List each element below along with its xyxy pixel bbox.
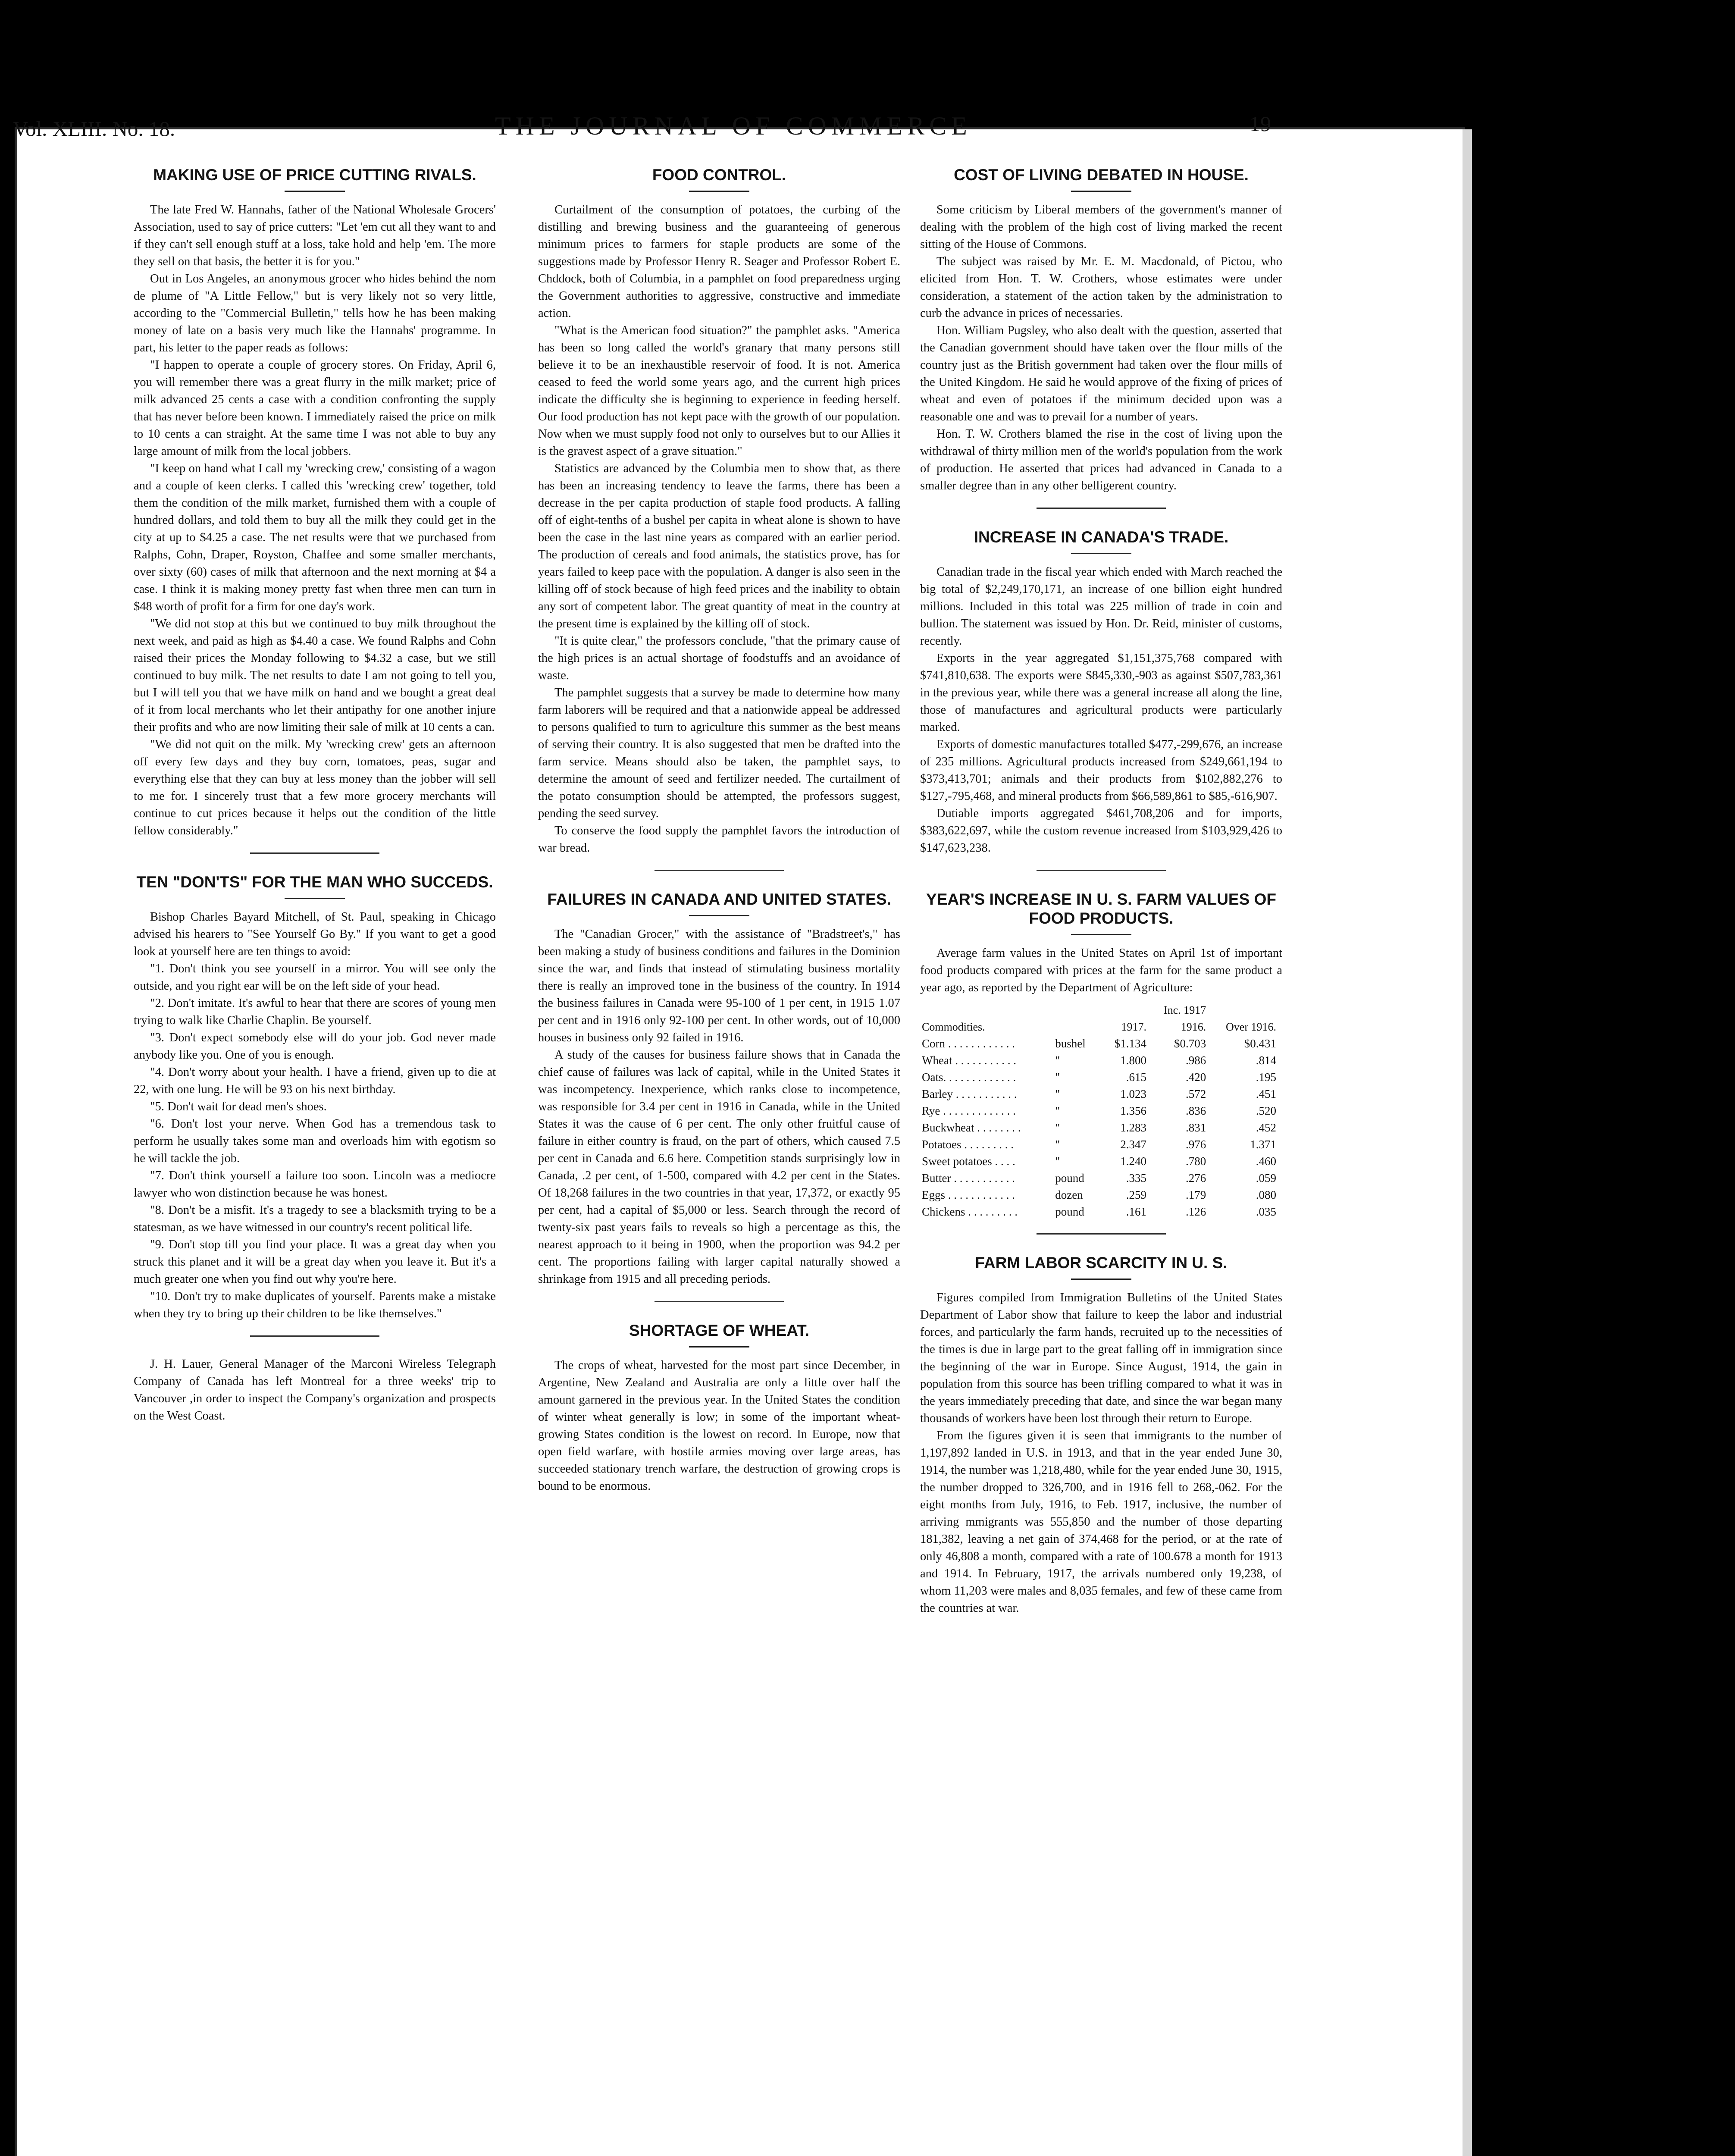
paragraph: Exports in the year aggregated $1,151,375,768 compared with $741,810,638. The exports were $845,330,-903 as against $507,783,361 in the previous year, while there was a general increase all along the line, those of manufactures and agricultural products were particularly marked. [920, 652, 1282, 734]
farm-values-table [920, 1002, 1278, 1220]
commodity-cell: Butter . . . . . . . . . . . [922, 1172, 1015, 1185]
value-1917-cell: .259 [1126, 1188, 1146, 1201]
article-separator [1037, 870, 1166, 871]
article-separator [655, 870, 784, 871]
value-1916-cell: .420 [1185, 1071, 1206, 1084]
paragraph: Out in Los Angeles, an anonymous grocer who hides behind the nom de plume of "A Little Fellow," but is very likely not so very little, according to the "Commercial Bulletin," tells how he has been making money of late on a basis very much like the Hannahs' programme. In part, his letter to the paper reads as follows: [134, 272, 496, 354]
article-price-cutting [134, 166, 496, 840]
value-1917-cell: 2.347 [1120, 1138, 1146, 1151]
title-rule [285, 898, 345, 899]
table-row [920, 1136, 1278, 1153]
col-header: Over 1916. [1226, 1021, 1276, 1033]
value-1917-cell: .615 [1126, 1071, 1146, 1084]
commodity-cell: Oats. . . . . . . . . . . . . [922, 1071, 1016, 1084]
title-rule [689, 915, 749, 916]
commodity-cell: Barley . . . . . . . . . . . [922, 1087, 1017, 1100]
title-rule [1071, 553, 1131, 554]
increase-cell: .080 [1256, 1188, 1276, 1201]
unit-cell: " [1055, 1121, 1060, 1134]
masthead: THE JOURNAL OF COMMERCE [495, 112, 972, 140]
paragraph: "6. Don't lost your nerve. When God has a tremendous task to perform he usually takes some man and overloads him with egotism so he will tackle the job. [134, 1117, 496, 1165]
article-food-control [538, 166, 900, 857]
article-wheat [538, 1321, 900, 1495]
paragraph: The "Canadian Grocer," with the assistance of "Bradstreet's," has been making a study of business conditions and failures in the Dominion since the war, and finds that instead of stimulating business mortality there is really an improved tone in the business of the country. In 1914 the business failures in Canada were 95-100 of 1 per cent, in 1915 1.07 per cent and in 1916 only 92-100 per cent. In other words, out of 10,000 houses in business only 92 failed in 1916. [538, 928, 900, 1044]
lauer-note: J. H. Lauer, General Manager of the Marconi Wireless Telegraph Company of Canada has left Montreal for a three weeks' trip to Vancouver ,in order to inspect the Company's organization and prospects on the West Coast. [134, 1357, 496, 1423]
value-1917-cell: .335 [1126, 1172, 1146, 1185]
unit-cell: pound [1055, 1205, 1084, 1218]
value-1916-cell: .986 [1185, 1054, 1206, 1067]
paragraph: "9. Don't stop till you find your place. It was a great day when you struck this planet and it will be a great day when you leave it. But it's a much greater one when you find out why you're here. [134, 1238, 496, 1286]
page-number: 19 [1250, 112, 1271, 136]
paragraph: "I keep on hand what I call my 'wrecking crew,' consisting of a wagon and a couple of keen clerks. I called this 'wrecking crew' together, told them the condition of the milk market, furnished them with a couple of hundred dollars, and told them to buy all the milk they could get in the city at up to $4.25 a case. The net results were that we purchased from Ralphs, Cohn, Draper, Royston, Chaffee and some smaller merchants, over sixty (60) cases of milk that afternoon and the next morning at $4 a case. I think it is making money pretty fast when three men can turn in $48 worth of profit for a firm for one day's work. [134, 462, 496, 613]
value-1916-cell: .836 [1185, 1104, 1206, 1117]
article-title: YEAR'S INCREASE IN U. S. FARM VALUES OF FOOD PRODUCTS. [926, 890, 1276, 927]
title-rule [1071, 934, 1131, 935]
commodity-cell: Buckwheat . . . . . . . . [922, 1121, 1021, 1134]
value-1916-cell: .976 [1185, 1138, 1206, 1151]
paragraph: Dutiable imports aggregated $461,708,206 and for imports, $383,622,697, while the custom revenue increased from $103,929,426 to $147,623,238. [920, 807, 1282, 855]
table-row [920, 1187, 1278, 1203]
commodity-cell: Rye . . . . . . . . . . . . . [922, 1104, 1016, 1117]
table-row [920, 1203, 1278, 1220]
article-title: COST OF LIVING DEBATED IN HOUSE. [954, 166, 1249, 184]
table-row [920, 1035, 1278, 1052]
commodity-cell: Eggs . . . . . . . . . . . . [922, 1188, 1015, 1201]
paragraph: Canadian trade in the fiscal year which ended with March reached the big total of $2,249,170,171, an increase of one billion eight hundred millions. Included in this total was 225 million of trade in coin and bullion. The statement was issued by Hon. Dr. Reid, minister of customs, recently. [920, 565, 1282, 648]
paragraph: Bishop Charles Bayard Mitchell, of St. Paul, speaking in Chicago advised his hearers to "See Yourself Go By." If you want to get a good look at yourself here are ten things to avoid: [134, 910, 496, 958]
article-title: MAKING USE OF PRICE CUTTING RIVALS. [153, 166, 476, 184]
paragraph: The pamphlet suggests that a survey be made to determine how many farm laborers will be required and that a nationwide appeal be addressed to persons qualified to turn to agriculture this summer as the best means of serving their country. It is also suggested that men be drafted into the farm service. Means should also be taken, the pamphlet says, to determine the amount of seed and fertilizer needed. The curtailment of the potato consumption should be attempted, the professors suggest, pending the seed survey. [538, 686, 900, 820]
increase-cell: .059 [1256, 1172, 1276, 1185]
paragraph: "2. Don't imitate. It's awful to hear that there are scores of young men trying to walk like Charlie Chaplin. Be yourself. [134, 997, 496, 1027]
article-failures [538, 890, 900, 1288]
article-title: TEN "DON'TS" FOR THE MAN WHO SUCCEDS. [136, 873, 493, 891]
table-row [920, 1119, 1278, 1136]
increase-cell: .460 [1256, 1155, 1276, 1168]
article-separator [1037, 1233, 1166, 1235]
title-rule [689, 1346, 749, 1348]
article-title: SHORTAGE OF WHEAT. [629, 1322, 809, 1339]
page-edge [1463, 129, 1472, 2156]
paragraph: "What is the American food situation?" the pamphlet asks. "America has been so long called the world's granary that many persons still believe it to be an inexhaustible reservoir of food. It is not. America ceased to feed the world some years ago, and the current high prices indicate the difficulty she is beginning to experience in feeding herself. Our food production has not kept pace with the growth of our population. Now when we must supply food not only to ourselves but to our Allies it is the gravest aspect of a grave situation." [538, 324, 900, 458]
unit-cell: dozen [1055, 1188, 1083, 1201]
article-separator [655, 1301, 784, 1302]
col-header: 1917. [1121, 1021, 1146, 1033]
unit-cell: " [1055, 1087, 1060, 1100]
paragraph: "It is quite clear," the professors conclude, "that the primary cause of the high prices is an actual shortage of foodstuffs and an avoidance of waste. [538, 634, 900, 682]
col-header: Commodities. [922, 1021, 985, 1033]
increase-cell: .814 [1256, 1054, 1276, 1067]
article-title: INCREASE IN CANADA'S TRADE. [974, 528, 1229, 546]
paragraph: Figures compiled from Immigration Bulletins of the United States Department of Labor show that failure to keep the labor and industrial forces, and particularly the farm hands, recruited up to the necessities of the times is due in large part to the great falling off in immigration since the beginning of the war in Europe. Since August, 1914, the gain in population from this source has been trifling compared to what it was in the years immediately preceding that date, and since the war began many thousands of workers have been lost through their return to Europe. [920, 1291, 1282, 1425]
paragraph: "We did not stop at this but we continued to buy milk throughout the next week, and paid as high as $4.40 a case. We found Ralphs and Cohn raised their prices the Monday following to $4.32 a case, but we still continued to buy milk. The net results to date I am not going to tell you, but I will tell you that we have milk on hand and we bought a great deal of it from local merchants who let their antipathy for one another injure their profits and who are now limiting their sale of milk at 10 cents a can. [134, 617, 496, 734]
paragraph: "3. Don't expect somebody else will do your job. God never made anybody like you. One of you is enough. [134, 1031, 496, 1062]
paragraph: Statistics are advanced by the Columbia men to show that, as there has been an increasing tendency to leave the farms, there has been a decrease in the per capita production of staple food products. A falling off of eight-tenths of a bushel per capita in wheat alone is shown to have been the case in the last nine years as compared with an earlier period. The production of cereals and food animals, the statistics prove, has for years failed to keep pace with the population. A danger is also seen in the killing off of stock because of high feed prices and the inability to obtain any sort of competent labor. The great quantity of meat in the country at the present time is explained by the killing off of stock. [538, 462, 900, 630]
unit-cell: " [1055, 1155, 1060, 1168]
inc-label: Inc. 1917 [1164, 1004, 1206, 1016]
table-row [920, 1103, 1278, 1119]
commodity-cell: Potatoes . . . . . . . . . [922, 1138, 1014, 1151]
column-1 [134, 166, 496, 1425]
paragraph: Some criticism by Liberal members of the government's manner of dealing with the problem of the high cost of living marked the recent sitting of the House of Commons. [920, 203, 1282, 251]
article-title: FOOD CONTROL. [652, 166, 786, 184]
title-rule [1071, 1279, 1131, 1280]
table-row [920, 1052, 1278, 1069]
value-1917-cell: .161 [1126, 1205, 1146, 1218]
paragraph: "I happen to operate a couple of grocery stores. On Friday, April 6, you will remember there was a great flurry in the milk market; price of milk advanced 25 cents a case with a condition confronting the supply that has never before been known. I immediately raised the price on milk to 10 cents a can straight. At the same time I was not able to buy any large amount of milk from the local jobbers. [134, 358, 496, 458]
paragraph: "8. Don't be a misfit. It's a tragedy to see a blacksmith trying to be a statesman, as we have witnessed in our country's recent political life. [134, 1203, 496, 1234]
table-row [920, 1069, 1278, 1086]
increase-cell: 1.371 [1250, 1138, 1276, 1151]
commodity-cell: Chickens . . . . . . . . . [922, 1205, 1018, 1218]
increase-cell: $0.431 [1244, 1037, 1276, 1050]
commodity-cell: Sweet potatoes . . . . [922, 1155, 1015, 1168]
paragraph: Hon. William Pugsley, who also dealt with the question, asserted that the Canadian government should have taken over the flour mills of the country just as the British government had taken over the flour mills of the United Kingdom. He said he would approve of the fixing of prices of wheat and even of potatoes if the minimum decided upon was a reasonable one and was to prevail for a number of years. [920, 324, 1282, 423]
paragraph: Exports of domestic manufactures totalled $477,-299,676, an increase of 235 millions. Agricultural products increased from $249,661,194 to $373,413,701; animals and their products from $102,882,276 to $127,-795,468, and mineral products from $66,589,861 to $85,-616,907. [920, 738, 1282, 803]
value-1917-cell: 1.800 [1120, 1054, 1146, 1067]
commodity-cell: Wheat . . . . . . . . . . . [922, 1054, 1016, 1067]
paragraph: "5. Don't wait for dead men's shoes. [150, 1100, 327, 1113]
table-row [920, 1170, 1278, 1187]
unit-cell: pound [1055, 1172, 1084, 1185]
commodity-cell: Corn . . . . . . . . . . . . [922, 1037, 1015, 1050]
unit-cell: " [1055, 1104, 1060, 1117]
article-separator [250, 852, 379, 854]
value-1916-cell: .126 [1185, 1205, 1206, 1218]
unit-cell: " [1055, 1054, 1060, 1067]
paragraph: "1. Don't think you see yourself in a mirror. You will see only the outside, and you right ear will be on the left side of your head. [134, 962, 496, 993]
article-title: FARM LABOR SCARCITY IN U. S. [975, 1254, 1228, 1272]
increase-cell: .451 [1256, 1087, 1276, 1100]
unit-cell: bushel [1055, 1037, 1086, 1050]
value-1916-cell: .780 [1185, 1155, 1206, 1168]
column-2 [538, 166, 900, 1495]
table-row [920, 1153, 1278, 1170]
paragraph: The late Fred W. Hannahs, father of the National Wholesale Grocers' Association, used to say of price cutters: "Let 'em cut all they want to and if they can't sell enough stuff at a loss, take hold and help 'em. The more they sell on that basis, the better it is for you." [134, 203, 496, 268]
increase-cell: .195 [1256, 1071, 1276, 1084]
article-cost-of-living [920, 166, 1282, 495]
increase-cell: .452 [1256, 1121, 1276, 1134]
article-farm-values [920, 890, 1282, 1220]
increase-cell: .035 [1256, 1205, 1276, 1218]
paragraph: The subject was raised by Mr. E. M. Macdonald, of Pictou, who elicited from Hon. T. W. Crothers, whose estimates were under consideration, a statement of the action taken by the administration to curb the advance in prices of necessaries. [920, 255, 1282, 320]
paragraph: "10. Don't try to make duplicates of yourself. Parents make a mistake when they try to bring up their children to be like themselves." [134, 1290, 496, 1320]
article-separator [1037, 508, 1166, 509]
paragraph: The crops of wheat, harvested for the most part since December, in Argentine, New Zealand and Australia are only a little over half the amount garnered in the previous year. In the United States the condition of winter wheat generally is low; in some of the important wheat-growing States condition is the lowest on record. In Europe, now that open field warfare, with hostile armies moving over large areas, has succeeded stationary trench warfare, the destruction of growing crops is bound to be enormous. [538, 1359, 900, 1493]
paragraph: A study of the causes for business failure shows that in Canada the chief cause of failures was lack of capital, while in the United States it was incompetency. Inexperience, which ranks close to incompetence, was responsible for 3.4 per cent in 1916 in Canada, while in the United States it was the cause of 6 per cent. The only other fruitful cause of failure in either country is fraud, on the part of others, which caused 7.5 per cent in Canada and 6.6 here. Competition stands surprisingly low in Canada, .2 per cent, of 1-500, compared with 4.2 per cent in the States. Of 18,268 failures in the two countries in that year, 17,372, or exactly 95 per cent, had a capital of $5,000 or less. Search through the record of twenty-six past years fails to reveals so high a percentage as this, the nearest approach to it being in 1900, when the proportion was 94.2 per cent. The proportions failing with larger capital naturally showed a shrinkage from 1915 and all preceding periods. [538, 1048, 900, 1286]
value-1917-cell: 1.023 [1120, 1087, 1146, 1100]
table-row [920, 1086, 1278, 1103]
unit-cell: " [1055, 1138, 1060, 1151]
paragraph: "4. Don't worry about your health. I have a friend, given up to die at 22, with one lung. He will be 93 on his next birthday. [134, 1065, 496, 1096]
value-1916-cell: .572 [1185, 1087, 1206, 1100]
paragraph: Hon. T. W. Crothers blamed the rise in the cost of living upon the withdrawal of thirty million men of the world's population from the work of production. He asserted that prices had advanced in Canada to a smaller degree than in any other belligerent country. [920, 427, 1282, 492]
paragraph: From the figures given it is seen that immigrants to the number of 1,197,892 landed in U.S. in 1913, and that in the year ended June 30, 1914, the number was 1,218,480, while for the year ended June 30, 1915, the number dropped to 326,700, and in 1916 fell to 268,-062. For the eight months from July, 1916, to Feb. 1917, inclusive, the number of arriving mmigrants was 555,850 and the number of those departing 181,382, leaving a net gain of 374,468 for the period, or at the rate of only 46,808 a month, compared with a rate of 100.678 a month for 1913 and 1914. In February, 1917, the arrivals numbered only 19,238, of whom 11,203 were males and 8,035 females, and few of these came from the countries at war. [920, 1429, 1282, 1615]
article-farm-labor [920, 1253, 1282, 1617]
table-inc-header [920, 1002, 1278, 1018]
increase-cell: .520 [1256, 1104, 1276, 1117]
article-separator [250, 1335, 379, 1337]
value-1916-cell: .179 [1185, 1188, 1206, 1201]
paragraph: Curtailment of the consumption of potatoes, the curbing of the distilling and brewing business and the guaranteeing of generous minimum prices to farmers for staple products are some of the suggestions made by Professor Henry R. Seager and Professor Robert E. Chddock, both of Columbia, in a pamphlet on food preparedness urging the Government authorities to aggressive, constructive and immediate action. [538, 203, 900, 320]
title-rule [285, 191, 345, 192]
value-1916-cell: .831 [1185, 1121, 1206, 1134]
title-rule [1071, 191, 1131, 192]
article-canada-trade [920, 528, 1282, 857]
paragraph: "7. Don't think yourself a failure too soon. Lincoln was a mediocre lawyer who won distinction because he was honest. [134, 1169, 496, 1200]
paragraph: Average farm values in the United States on April 1st of important food products compared with prices at the farm for the same product a year ago, as reported by the Department of Agriculture: [920, 946, 1282, 994]
col-header: 1916. [1181, 1021, 1206, 1033]
value-1916-cell: .276 [1185, 1172, 1206, 1185]
value-1917-cell: 1.356 [1120, 1104, 1146, 1117]
table-header-row [920, 1018, 1278, 1035]
value-1916-cell: $0.703 [1174, 1037, 1206, 1050]
article-title: FAILURES IN CANADA AND UNITED STATES. [547, 890, 891, 908]
column-3 [920, 166, 1282, 1617]
article-ten-donts [134, 873, 496, 1322]
value-1917-cell: $1.134 [1114, 1037, 1146, 1050]
volume-number: Vol. XLIII. No. 18. [13, 117, 175, 141]
paragraph: To conserve the food supply the pamphlet favors the introduction of war bread. [538, 824, 900, 855]
value-1917-cell: 1.240 [1120, 1155, 1146, 1168]
title-rule [689, 191, 749, 192]
value-1917-cell: 1.283 [1120, 1121, 1146, 1134]
paragraph: "We did not quit on the milk. My 'wrecking crew' gets an afternoon off every few days and they buy corn, tomatoes, peas, sugar and everything else that they can buy at less money than the jobber will sell to me for. I sincerely trust that a few more grocery merchants will continue to cut prices because it helps out the condition of the little fellow considerably." [134, 738, 496, 837]
unit-cell: " [1055, 1071, 1060, 1084]
